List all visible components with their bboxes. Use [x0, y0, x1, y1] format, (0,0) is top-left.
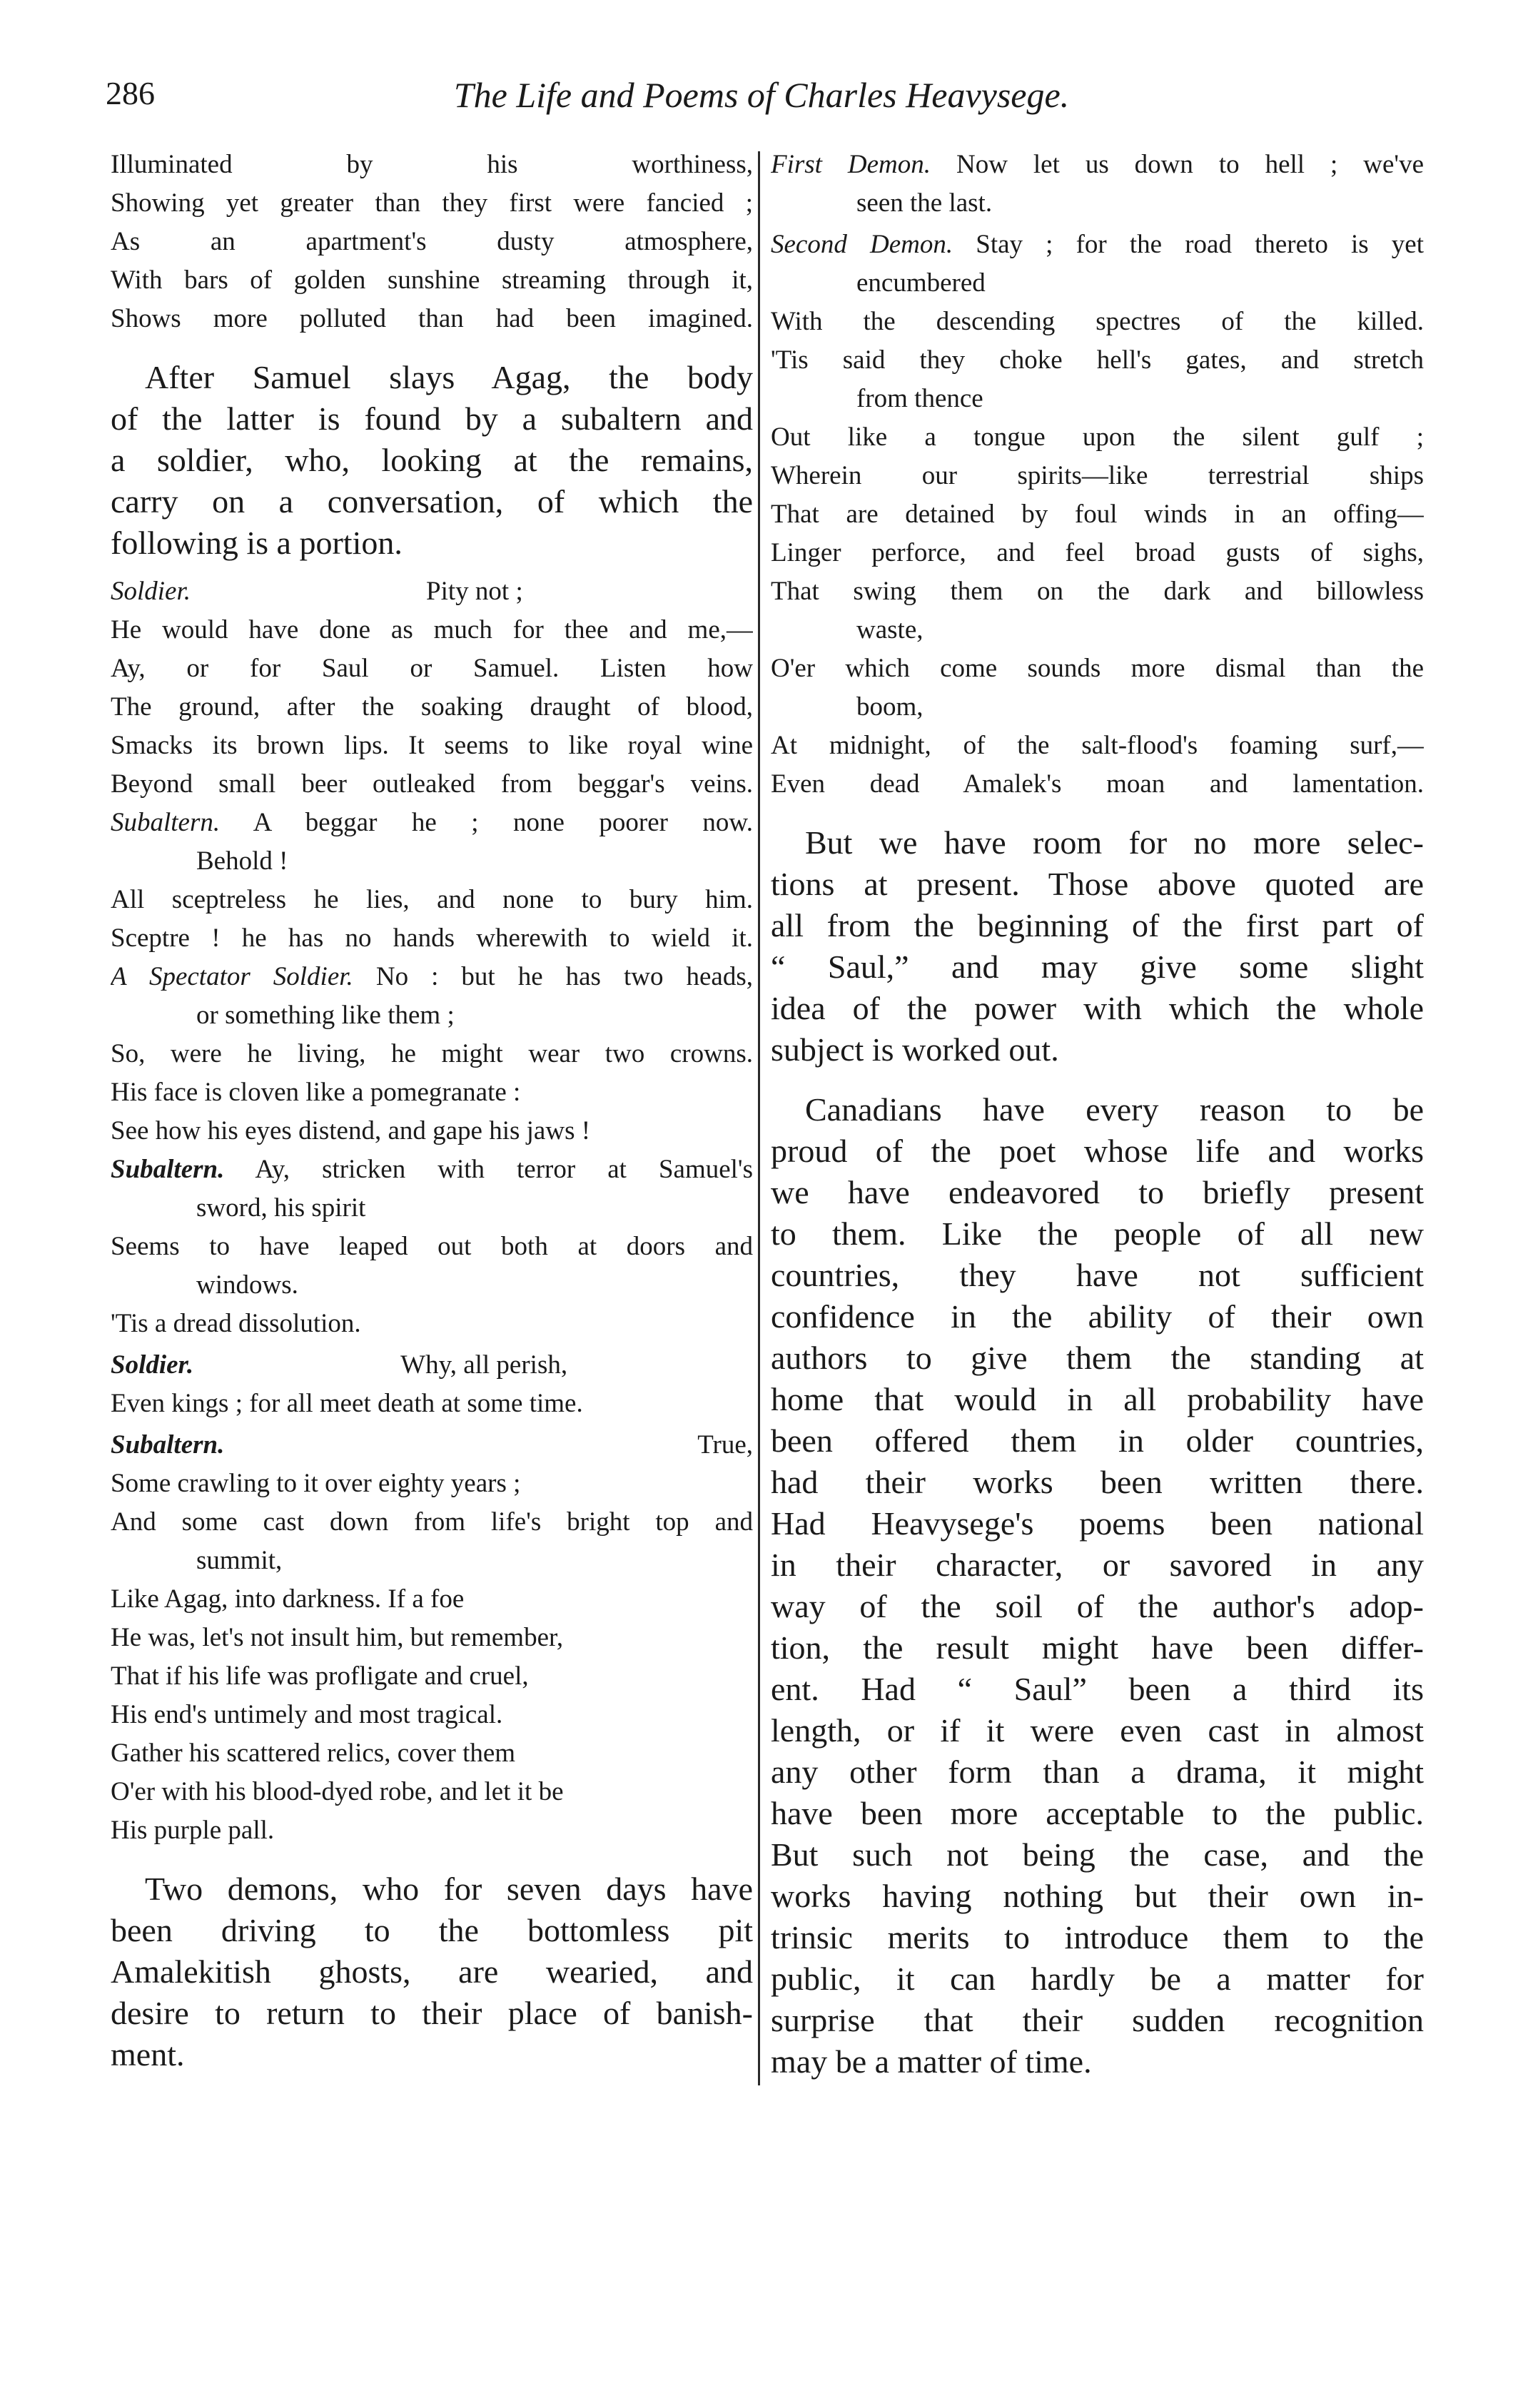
- verse-line: O'er with his blood-dyed robe, and let it be: [111, 1777, 564, 1806]
- prose-line: ent. Had “ Saul” been a third its: [771, 1671, 1424, 1707]
- verse-line: That are detained by foul winds in an offing—: [771, 500, 1424, 529]
- verse-line: His purple pall.: [111, 1816, 275, 1845]
- prose-line: desire to return to their place of banish-: [111, 1995, 753, 2031]
- verse-text: Why, all perish,: [400, 1350, 568, 1380]
- prose-line: “ Saul,” and may give some slight: [771, 948, 1424, 985]
- prose-line: Amalekitish ghosts, are wearied, and: [111, 1953, 753, 1990]
- prose-line: surprise that their sudden recognition: [771, 2002, 1424, 2038]
- verse-text: Pity not ;: [426, 577, 523, 606]
- verse-line: 'Tis said they choke hell's gates, and stretch: [771, 345, 1424, 375]
- verse-line: And some cast down from life's bright top and: [111, 1507, 753, 1537]
- prose-line: Canadians have every reason to be: [805, 1091, 1424, 1128]
- verse-line: Seems to have leaped out both at doors and: [111, 1232, 753, 1261]
- verse-line: Shows more polluted than had been imagined.: [111, 304, 753, 333]
- prose-line: tions at present. Those above quoted are: [771, 866, 1424, 902]
- verse-line: Some crawling to it over eighty years ;: [111, 1469, 521, 1498]
- prose-line: works having nothing but their own in-: [771, 1878, 1424, 1914]
- prose-line: After Samuel slays Agag, the body: [145, 359, 753, 395]
- verse-line: Gather his scattered relics, cover them: [111, 1739, 516, 1768]
- verse-text: Ay, stricken with terror at Samuel's: [255, 1155, 753, 1184]
- prose-paragraph-canadians: [771, 1089, 1424, 2083]
- verse-line: As an apartment's dusty atmosphere,: [111, 227, 753, 256]
- verse-line: 'Tis a dread dissolution.: [111, 1309, 361, 1338]
- verse-line: See how his eyes distend, and gape his jaws !: [111, 1116, 591, 1145]
- prose-line: of the latter is found by a subaltern and: [111, 400, 753, 437]
- left-column: [111, 146, 753, 2075]
- prose-paragraph-selections: [771, 822, 1424, 1071]
- verse-line: The ground, after the soaking draught of blood,: [111, 692, 753, 722]
- verse-line: Linger perforce, and feel broad gusts of sighs,: [771, 538, 1424, 567]
- verse-line: Smacks its brown lips. It seems to like royal wine: [111, 731, 753, 760]
- verse-line: summit,: [196, 1546, 283, 1575]
- verse-line: His end's untimely and most tragical.: [111, 1700, 503, 1729]
- prose-line: authors to give them the standing at: [771, 1340, 1424, 1376]
- prose-paragraph-demons: [111, 1868, 753, 2075]
- verse-line: That if his life was profligate and cruel,: [111, 1661, 529, 1691]
- verse-line: [111, 572, 753, 611]
- verse-line: Out like a tongue upon the silent gulf ;: [771, 423, 1424, 452]
- running-title: The Life and Poems of Charles Heavysege.: [453, 75, 1070, 115]
- verse-line: Even kings ; for all meet death at some time.: [111, 1389, 583, 1418]
- dialogue-block-demons: [771, 146, 1424, 804]
- verse-line: Like Agag, into darkness. If a foe: [111, 1584, 465, 1614]
- verse-line: Illuminated by his worthiness,: [111, 150, 753, 179]
- prose-line: But we have room for no more selec-: [805, 824, 1424, 861]
- speaker-soldier: Soldier.: [111, 1350, 194, 1380]
- speaker-spectator-soldier: A Spectator Soldier.: [111, 962, 353, 991]
- prose-line: following is a portion.: [111, 525, 403, 561]
- verse-line: [111, 804, 753, 842]
- verse-line: [771, 146, 1424, 184]
- verse-line: Showing yet greater than they first were fancied ;: [111, 188, 753, 218]
- verse-line: So, were he living, he might wear two crowns.: [111, 1039, 753, 1068]
- prose-line: public, it can hardly be a matter for: [771, 1961, 1424, 1997]
- dialogue-block-soldiers: [111, 572, 753, 1850]
- verse-line: windows.: [196, 1270, 298, 1300]
- prose-paragraph-agag: [111, 357, 753, 564]
- verse-text: Now let us down to hell ; we've: [956, 150, 1424, 179]
- prose-line: tion, the result might have been differ-: [771, 1629, 1424, 1666]
- prose-line: subject is worked out.: [771, 1031, 1059, 1068]
- prose-line: have been more acceptable to the public.: [771, 1795, 1424, 1831]
- prose-line: home that would in all probability have: [771, 1381, 1424, 1417]
- prose-line: confidence in the ability of their own: [771, 1298, 1424, 1335]
- prose-line: countries, they have not sufficient: [771, 1257, 1424, 1293]
- verse-text: True,: [697, 1430, 753, 1460]
- speaker-soldier: Soldier.: [111, 577, 191, 606]
- verse-line: [111, 958, 753, 996]
- verse-block-worthiness: [111, 146, 753, 338]
- verse-text: No : but he has two heads,: [375, 962, 753, 991]
- prose-line: in their character, or savored in any: [771, 1547, 1424, 1583]
- prose-line: all from the beginning of the first part of: [771, 907, 1424, 944]
- verse-line: Behold !: [196, 846, 288, 876]
- prose-line: to them. Like the people of all new: [771, 1215, 1424, 1252]
- verse-line: waste,: [856, 615, 924, 644]
- prose-line: had their works been written there.: [771, 1464, 1424, 1500]
- verse-line: [111, 1346, 753, 1385]
- verse-line: He was, let's not insult him, but remember,: [111, 1623, 564, 1652]
- speaker-first-demon: First Demon.: [771, 150, 931, 179]
- verse-line: He would have done as much for thee and me,—: [111, 615, 753, 644]
- verse-line: Sceptre ! he has no hands wherewith to wield it.: [111, 924, 753, 953]
- prose-line: been driving to the bottomless pit: [111, 1912, 753, 1948]
- prose-line: Had Heavysege's poems been national: [771, 1505, 1424, 1542]
- verse-line: With bars of golden sunshine streaming through it,: [111, 265, 753, 295]
- verse-line: boom,: [856, 692, 924, 722]
- speaker-subaltern: Subaltern.: [111, 1430, 225, 1460]
- verse-line: from thence: [856, 384, 983, 413]
- prose-line: Two demons, who for seven days have: [145, 1871, 753, 1907]
- speaker-subaltern: Subaltern.: [111, 1155, 225, 1184]
- prose-line: way of the soil of the author's adop-: [771, 1588, 1424, 1624]
- verse-line: or something like them ;: [196, 1001, 455, 1030]
- verse-line: That swing them on the dark and billowless: [771, 577, 1424, 606]
- verse-line: With the descending spectres of the killed.: [771, 307, 1424, 336]
- verse-line: [111, 1150, 753, 1189]
- prose-line: we have endeavored to briefly present: [771, 1174, 1424, 1210]
- verse-line: [111, 1426, 753, 1464]
- prose-line: But such not being the case, and the: [771, 1836, 1424, 1873]
- verse-line: sword, his spirit: [196, 1193, 366, 1223]
- prose-line: length, or if it were even cast in almost: [771, 1712, 1424, 1749]
- verse-line: His face is cloven like a pomegranate :: [111, 1078, 521, 1107]
- verse-line: encumbered: [856, 268, 986, 298]
- verse-line: Even dead Amalek's moan and lamentation.: [771, 769, 1424, 799]
- verse-line: All sceptreless he lies, and none to bury him.: [111, 885, 753, 914]
- verse-line: seen the last.: [856, 188, 993, 218]
- verse-line: O'er which come sounds more dismal than the: [771, 654, 1424, 683]
- prose-line: trinsic merits to introduce them to the: [771, 1919, 1424, 1956]
- verse-line: At midnight, of the salt-flood's foaming surf,—: [771, 731, 1424, 760]
- page-number: 286: [106, 75, 155, 111]
- prose-line: been offered them in older countries,: [771, 1422, 1424, 1459]
- prose-line: carry on a conversation, of which the: [111, 483, 753, 520]
- column-rule: [758, 151, 760, 2085]
- prose-line: any other form than a drama, it might: [771, 1754, 1424, 1790]
- verse-text: Stay ; for the road thereto is yet: [976, 230, 1424, 259]
- speaker-subaltern: Subaltern.: [111, 808, 221, 837]
- verse-line: [771, 226, 1424, 264]
- speaker-second-demon: Second Demon.: [771, 230, 953, 259]
- prose-line: ment.: [111, 2036, 185, 2073]
- prose-line: a soldier, who, looking at the remains,: [111, 442, 753, 478]
- verse-line: Wherein our spirits—like terrestrial ships: [771, 461, 1424, 490]
- right-column: [771, 146, 1424, 2083]
- prose-line: proud of the poet whose life and works: [771, 1133, 1424, 1169]
- verse-line: Ay, or for Saul or Samuel. Listen how: [111, 654, 753, 683]
- prose-line: idea of the power with which the whole: [771, 990, 1424, 1026]
- verse-line: Beyond small beer outleaked from beggar's veins.: [111, 769, 753, 799]
- verse-text: A beggar he ; none poorer now.: [253, 808, 753, 837]
- prose-line: may be a matter of time.: [771, 2043, 1092, 2080]
